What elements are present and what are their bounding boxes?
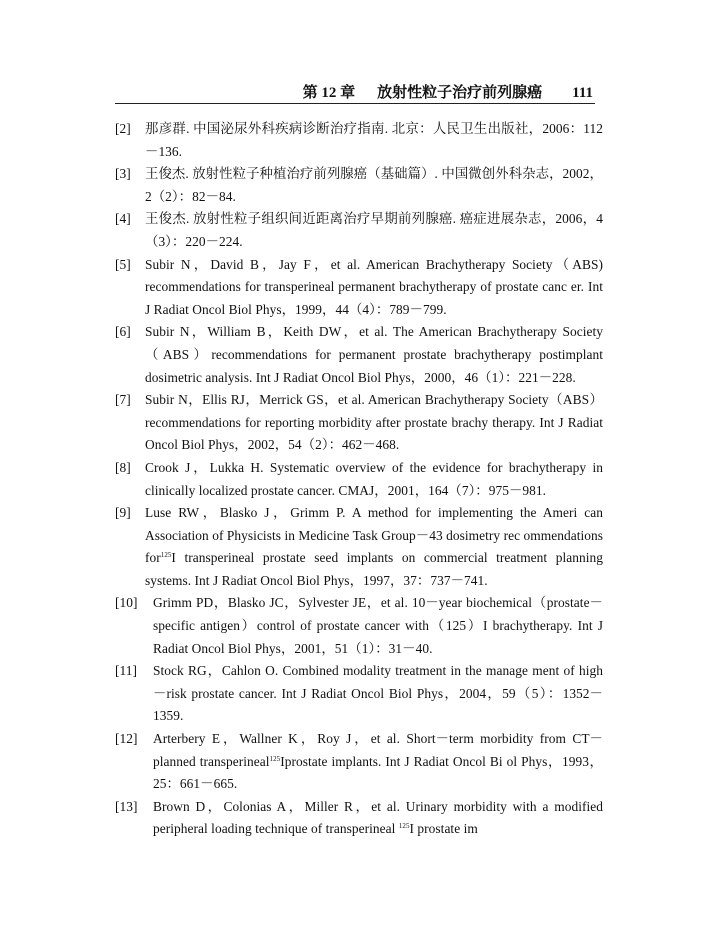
reference-item bbox=[115, 796, 603, 841]
running-header bbox=[115, 80, 593, 102]
reference-item bbox=[115, 163, 603, 208]
reference-text: Brown D，Colonias A，Miller R，et al. Urinary morbidity with a modified peripheral loading technique of transperineal bbox=[153, 798, 603, 837]
isotope-superscript: 125 bbox=[269, 754, 281, 763]
reference-text: 王俊杰. 放射性粒子组织间近距离治疗早期前列腺癌. 癌症进展杂志，2006，4（3）：220－224. bbox=[145, 211, 603, 249]
reference-text: Subir N，Ellis RJ，Merrick GS，et al. American Brachytherapy Society（ABS）recommendations for reporting morbidity after prostate brachy therapy. Int J Radiat Oncol Biol Phys，2002，54（2）：462－468. bbox=[145, 392, 603, 453]
reference-number: [13] bbox=[115, 798, 138, 814]
reference-text: Subir N，William B，Keith DW，et al. The American Brachytherapy Society（ABS）recommendations for permanent prostate brachytherapy postimplant dosimetric analysis. Int J Radiat Oncol Biol Phys，2000，46（1）：221－228. bbox=[145, 324, 603, 385]
reference-text: Grimm PD，Blasko JC，Sylvester JE，et al. 10－year biochemical（prostate－specific antigen）control of prostate cancer with（125）I brachytherapy. Int J Radiat Oncol Biol Phys，2001，51（1）：31－40. bbox=[153, 595, 603, 656]
reference-list bbox=[115, 118, 603, 841]
reference-item bbox=[115, 502, 603, 592]
chapter-label: 第 12 章 bbox=[302, 85, 356, 101]
chapter-title: 放射性粒子治疗前列腺癌 bbox=[377, 85, 543, 101]
reference-item bbox=[115, 457, 603, 502]
reference-number: [5] bbox=[115, 256, 131, 272]
header-rule bbox=[115, 103, 595, 104]
page-number: 111 bbox=[572, 85, 593, 101]
reference-number: [10] bbox=[115, 595, 138, 611]
reference-text: Crook J，Lukka H. Systematic overview of the evidence for brachytherapy in clinically localized prostate cancer. CMAJ，2001，164（7）：975－981. bbox=[145, 459, 603, 498]
reference-item bbox=[115, 254, 603, 322]
reference-number: [6] bbox=[115, 324, 131, 340]
reference-number: [7] bbox=[115, 392, 131, 408]
reference-text: Arterbery E，Wallner K，Roy J，et al. Short－term morbidity from CT－planned transperineal bbox=[153, 731, 603, 769]
reference-text-continued: Iprostate implants. Int J Radiat Oncol Bi ol Phys，1993，25：661－665. bbox=[153, 753, 603, 792]
reference-text: 那彦群. 中国泌尿外科疾病诊断治疗指南. 北京：人民卫生出版社，2006：112－136. bbox=[145, 121, 603, 159]
reference-item bbox=[115, 389, 603, 457]
reference-number: [4] bbox=[115, 211, 131, 227]
reference-item bbox=[115, 321, 603, 389]
reference-text-continued: I transperineal prostate seed implants on commercial treatment planning systems. Int J Radiat Oncol Biol Phys，1997，37：737－741. bbox=[145, 550, 603, 588]
reference-text: 王俊杰. 放射性粒子种植治疗前列腺癌（基础篇）. 中国微创外科杂志，2002，2（2）：82－84. bbox=[145, 166, 603, 204]
reference-number: [9] bbox=[115, 505, 131, 521]
reference-number: [11] bbox=[115, 663, 138, 679]
reference-item bbox=[115, 660, 603, 728]
reference-text: Luse RW，Blasko J，Grimm P. A method for implementing the Ameri can Association of Physicists in Medicine Task Group－43 dosimetry rec ommendations for bbox=[145, 505, 603, 566]
reference-item bbox=[115, 592, 603, 660]
reference-text-continued: I prostate im bbox=[409, 821, 478, 837]
isotope-superscript: 125 bbox=[398, 822, 410, 831]
reference-text: Subir N，David B，Jay F，et al. American Brachytherapy Society（ABS) recommendations for transperineal permanent brachytherapy of prostate canc er. Int J Radiat Oncol Biol Phys，1999，44（4）：789－799. bbox=[145, 256, 603, 317]
reference-item bbox=[115, 208, 603, 253]
reference-item bbox=[115, 118, 603, 163]
reference-item bbox=[115, 728, 603, 796]
reference-text: Stock RG，Cahlon O. Combined modality treatment in the manage ment of high－risk prostate cancer. Int J Radiat Oncol Biol Phys，2004，59（5）：1352－1359. bbox=[153, 663, 603, 724]
reference-number: [8] bbox=[115, 459, 131, 475]
reference-number: [12] bbox=[115, 731, 138, 747]
reference-number: [2] bbox=[115, 121, 131, 136]
isotope-superscript: 125 bbox=[160, 551, 172, 560]
reference-number: [3] bbox=[115, 166, 131, 182]
